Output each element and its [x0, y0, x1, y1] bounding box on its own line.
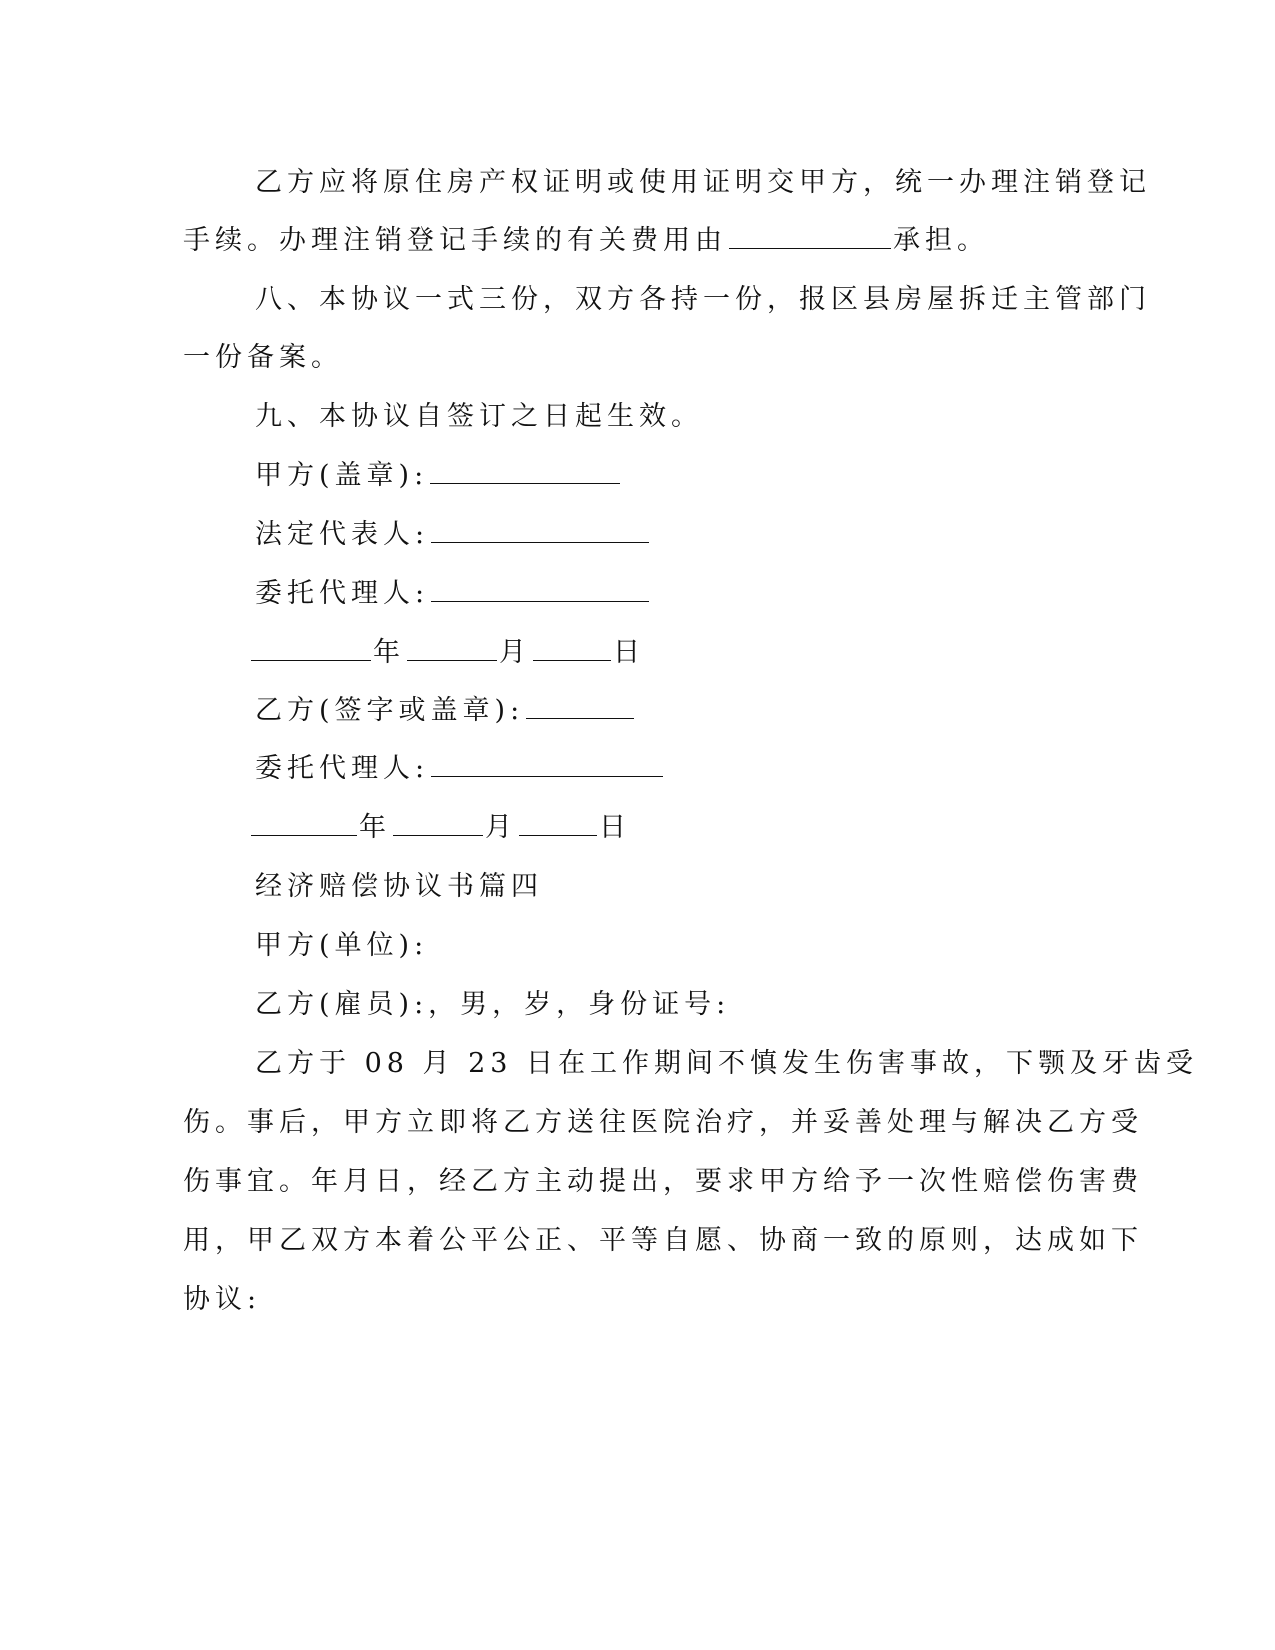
section-title: 经济赔偿协议书篇四: [255, 871, 543, 902]
paragraph-line: 乙方于 08 月 23 日在工作期间不慎发生伤害事故，下颚及牙齿受: [255, 1048, 1199, 1079]
paragraph-line: 八、本协议一式三份，双方各持一份，报区县房屋拆迁主管部门: [255, 284, 1151, 315]
day-label: 日: [599, 812, 631, 843]
fill-in-blank: [526, 694, 634, 719]
day-blank: [533, 636, 611, 661]
month-label: 月: [485, 812, 517, 843]
month-label: 月: [499, 637, 531, 668]
year-blank: [251, 811, 357, 836]
paragraph-line: 伤。事后，甲方立即将乙方送往医院治疗，并妥善处理与解决乙方受: [183, 1107, 1143, 1138]
paragraph-text: 承担。: [893, 225, 989, 256]
fill-in-blank: [729, 224, 891, 249]
paragraph-text: 手续。办理注销登记手续的有关费用由: [183, 225, 727, 256]
signature-line: [255, 577, 651, 611]
signature-line: [255, 752, 665, 786]
signature-line: [255, 694, 636, 728]
date-line: [255, 811, 631, 845]
month-blank: [393, 811, 483, 836]
signature-line: [255, 459, 622, 493]
signature-label: 法定代表人:: [255, 519, 430, 550]
paragraph-line: 九、本协议自签订之日起生效。: [255, 401, 703, 432]
fill-in-blank: [430, 459, 620, 484]
signature-label: 委托代理人:: [255, 578, 430, 609]
paragraph-line: 一份备案。: [183, 342, 343, 373]
month-blank: [407, 636, 497, 661]
paragraph-line: 伤事宜。年月日，经乙方主动提出，要求甲方给予一次性赔偿伤害费: [183, 1166, 1143, 1197]
signature-label: 乙方(签字或盖章):: [255, 695, 525, 726]
day-blank: [519, 811, 597, 836]
fill-in-blank: [431, 752, 663, 777]
paragraph-line: 协议:: [183, 1284, 262, 1315]
year-blank: [251, 636, 371, 661]
year-label: 年: [373, 637, 405, 668]
year-label: 年: [359, 812, 391, 843]
signature-line: [255, 518, 651, 552]
fill-in-blank: [431, 518, 649, 543]
date-line: [255, 636, 645, 670]
paragraph-line: [183, 224, 989, 258]
signature-label: 甲方(盖章):: [255, 460, 429, 491]
fill-in-blank: [431, 577, 649, 602]
day-label: 日: [613, 637, 645, 668]
paragraph-line: 用，甲乙双方本着公平公正、平等自愿、协商一致的原则，达成如下: [183, 1225, 1143, 1256]
party-b-line: 乙方(雇员):，男，岁，身份证号:: [255, 989, 731, 1020]
signature-label: 委托代理人:: [255, 753, 430, 784]
party-a-line: 甲方(单位):: [255, 930, 429, 961]
paragraph-line: 乙方应将原住房产权证明或使用证明交甲方，统一办理注销登记: [255, 167, 1151, 198]
